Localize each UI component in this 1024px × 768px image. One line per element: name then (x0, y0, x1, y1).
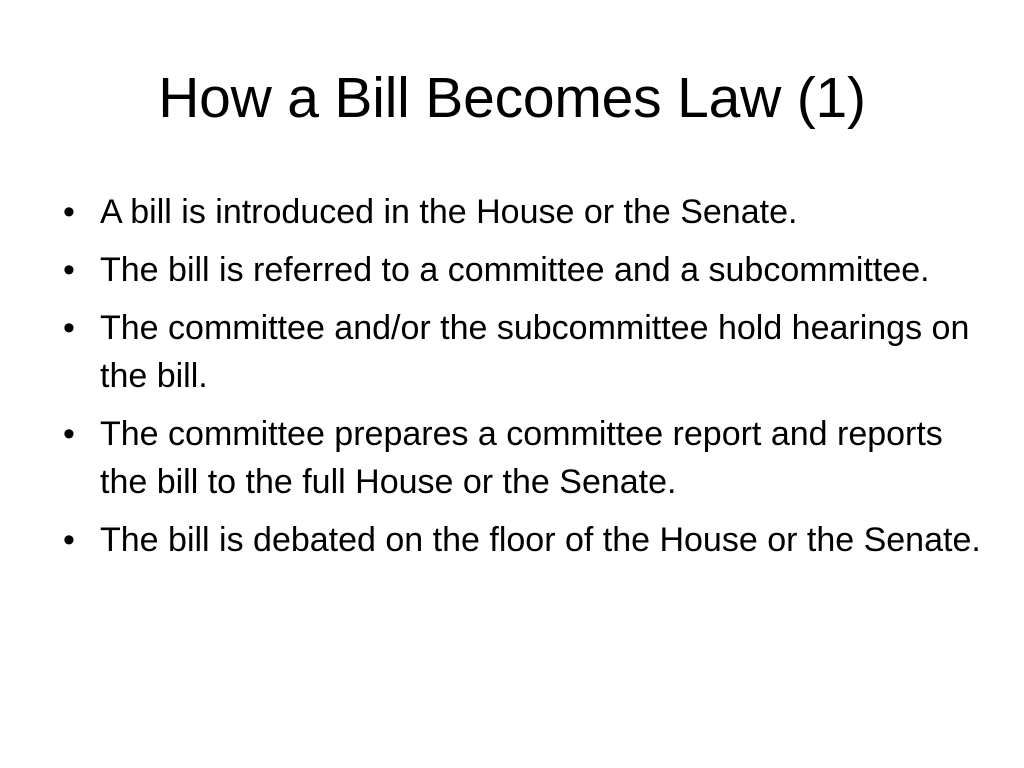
bullet-text: A bill is introduced in the House or the Senate. (100, 193, 798, 231)
bullet-item-5 (0, 516, 1024, 564)
bullet-list (0, 188, 1024, 574)
bullet-marker-icon: • (63, 521, 75, 559)
slide-title: How a Bill Becomes Law (1) (158, 66, 866, 130)
bullet-marker-icon: • (63, 251, 75, 289)
bullet-item-3 (0, 304, 1024, 400)
bullet-text: The bill is referred to a committee and a subcommittee. (100, 251, 930, 289)
bullet-marker-icon: • (63, 193, 75, 231)
bullet-item-1 (0, 188, 1024, 236)
bullet-text: The bill is debated on the floor of the House or the Senate. (100, 521, 981, 559)
bullet-text: The committee prepares a committee report and reports the bill to the full House or the Senate. (100, 415, 943, 501)
bullet-marker-icon: • (63, 415, 75, 453)
bullet-item-4 (0, 410, 1024, 506)
bullet-item-2 (0, 246, 1024, 294)
bullet-marker-icon: • (63, 309, 75, 347)
bullet-text: The committee and/or the subcommittee hold hearings on the bill. (100, 309, 970, 395)
